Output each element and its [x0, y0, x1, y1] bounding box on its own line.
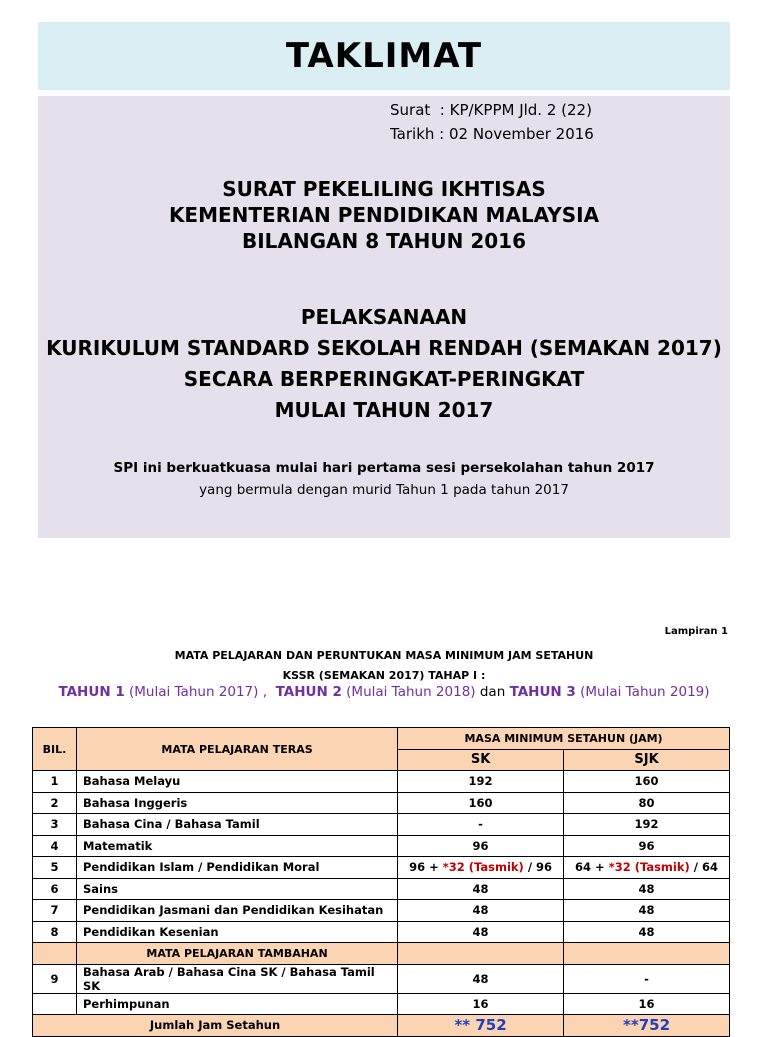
- total-row: [33, 1015, 730, 1037]
- col-mata: MATA PELAJARAN TERAS: [76, 728, 397, 771]
- caption-line-1: MATA PELAJARAN DAN PERUNTUKAN MASA MINIMUM JAM SETAHUN: [174, 649, 594, 662]
- subject-hours-table: [32, 727, 730, 1037]
- cell-sk: 48: [398, 921, 564, 943]
- tahun-line: [0, 684, 768, 700]
- cell-sk: 48: [398, 964, 564, 993]
- spi-line-1: SPI ini berkuatkuasa mulai hari pertama sesi persekolahan tahun 2017: [113, 460, 655, 476]
- cell-bil: 5: [33, 857, 77, 879]
- cell-sjk: -: [564, 964, 730, 993]
- cell-sjk: [564, 857, 730, 879]
- cell-sjk: 192: [564, 814, 730, 836]
- table-row: [33, 900, 730, 922]
- reference-block: [390, 98, 594, 146]
- table-caption: [0, 646, 768, 686]
- cell-sk: 192: [398, 771, 564, 793]
- cell-mata: Bahasa Melayu: [76, 771, 397, 793]
- title-bar: [38, 22, 730, 90]
- col-sjk: SJK: [564, 749, 730, 771]
- heading-line: BILANGAN 8 TAHUN 2016: [241, 229, 527, 253]
- cell-sk: 96: [398, 835, 564, 857]
- col-bil: BIL.: [33, 728, 77, 771]
- table-row: [33, 921, 730, 943]
- cell-bil: 4: [33, 835, 77, 857]
- heading-line: SECARA BERPERINGKAT-PERINGKAT: [183, 367, 585, 391]
- cell-bil: 2: [33, 792, 77, 814]
- tambahan-row: [33, 943, 730, 965]
- cell-sk: 16: [398, 993, 564, 1015]
- cell-bil: 7: [33, 900, 77, 922]
- sk-alt: / 96: [523, 860, 553, 875]
- heading-line: PELAKSANAAN: [300, 305, 468, 329]
- cell-sk: 48: [398, 900, 564, 922]
- tambahan-label: MATA PELAJARAN TAMBAHAN: [76, 943, 397, 965]
- total-label: Jumlah Jam Setahun: [33, 1015, 398, 1037]
- cell-sjk: 80: [564, 792, 730, 814]
- cell-bil: 3: [33, 814, 77, 836]
- cell-mata: Sains: [76, 878, 397, 900]
- table-row: [33, 814, 730, 836]
- tahun-3: TAHUN 3: [509, 684, 576, 700]
- cell-sk: [398, 857, 564, 879]
- table-row: [33, 857, 730, 879]
- cell-mata: Pendidikan Jasmani dan Pendidikan Kesihatan: [76, 900, 397, 922]
- tahun-2-sub: (Mulai Tahun 2018): [341, 684, 480, 700]
- spi-note: [0, 457, 768, 501]
- cell-bil: [33, 943, 77, 965]
- dan-text: dan: [479, 684, 510, 700]
- cell-mata: Matematik: [76, 835, 397, 857]
- cell-bil: 6: [33, 878, 77, 900]
- cell-sk: [398, 943, 564, 965]
- sk-base: 96 +: [409, 860, 443, 875]
- table-header-row: [33, 728, 730, 750]
- surat-ref: Surat : KP/KPPM Jld. 2 (22): [390, 101, 592, 119]
- sk-tasmik: *32 (Tasmik): [442, 860, 524, 875]
- cell-sjk: 48: [564, 900, 730, 922]
- cell-bil: [33, 993, 77, 1015]
- cell-sk: 160: [398, 792, 564, 814]
- cell-sjk: 48: [564, 878, 730, 900]
- total-sk-value: ** 752: [454, 1016, 507, 1035]
- heading-line: MULAI TAHUN 2017: [274, 398, 494, 422]
- table-row: [33, 771, 730, 793]
- circular-heading: [0, 176, 768, 254]
- lampiran-label: Lampiran 1: [664, 626, 728, 637]
- tahun-1-sub: (Mulai Tahun 2017) ,: [124, 684, 276, 700]
- sjk-alt: / 64: [689, 860, 718, 875]
- cell-bil: 1: [33, 771, 77, 793]
- sjk-tasmik: *32 (Tasmik): [608, 860, 690, 875]
- cell-mata: Bahasa Inggeris: [76, 792, 397, 814]
- cell-mata: Pendidikan Islam / Pendidikan Moral: [76, 857, 397, 879]
- cell-sk: -: [398, 814, 564, 836]
- table-row: [33, 792, 730, 814]
- sjk-base: 64 +: [575, 860, 609, 875]
- tahun-3-sub: (Mulai Tahun 2019): [575, 684, 710, 700]
- spi-line-2: yang bermula dengan murid Tahun 1 pada tahun 2017: [199, 482, 569, 498]
- page-title: TAKLIMAT: [285, 36, 483, 76]
- cell-bil: 9: [33, 964, 77, 993]
- tahun-1: TAHUN 1: [58, 684, 125, 700]
- table-row: [33, 835, 730, 857]
- table-row: [33, 993, 730, 1015]
- tahun-2: TAHUN 2: [275, 684, 342, 700]
- cell-bil: 8: [33, 921, 77, 943]
- cell-sjk: [564, 943, 730, 965]
- heading-line: SURAT PEKELILING IKHTISAS: [222, 177, 546, 201]
- tarikh-ref: Tarikh : 02 November 2016: [390, 125, 594, 143]
- cell-sk: 48: [398, 878, 564, 900]
- cell-mata: Bahasa Cina / Bahasa Tamil: [76, 814, 397, 836]
- total-sk: [398, 1015, 564, 1037]
- table-row: [33, 964, 730, 993]
- cell-sjk: 16: [564, 993, 730, 1015]
- total-sjk: [564, 1015, 730, 1037]
- implementation-heading: [0, 302, 768, 426]
- cell-mata: Perhimpunan: [76, 993, 397, 1015]
- col-masa: MASA MINIMUM SETAHUN (JAM): [398, 728, 730, 750]
- col-sk: SK: [398, 749, 564, 771]
- cell-sjk: 48: [564, 921, 730, 943]
- cell-sjk: 160: [564, 771, 730, 793]
- caption-line-2: KSSR (SEMAKAN 2017) TAHAP I :: [282, 669, 486, 682]
- cell-mata: Pendidikan Kesenian: [76, 921, 397, 943]
- cell-mata: Bahasa Arab / Bahasa Cina SK / Bahasa Tamil SK: [76, 964, 397, 993]
- heading-line: KURIKULUM STANDARD SEKOLAH RENDAH (SEMAKAN 2017): [46, 336, 722, 360]
- heading-line: KEMENTERIAN PENDIDIKAN MALAYSIA: [168, 203, 600, 227]
- cell-sjk: 96: [564, 835, 730, 857]
- table-row: [33, 878, 730, 900]
- total-sjk-value: **752: [623, 1016, 671, 1035]
